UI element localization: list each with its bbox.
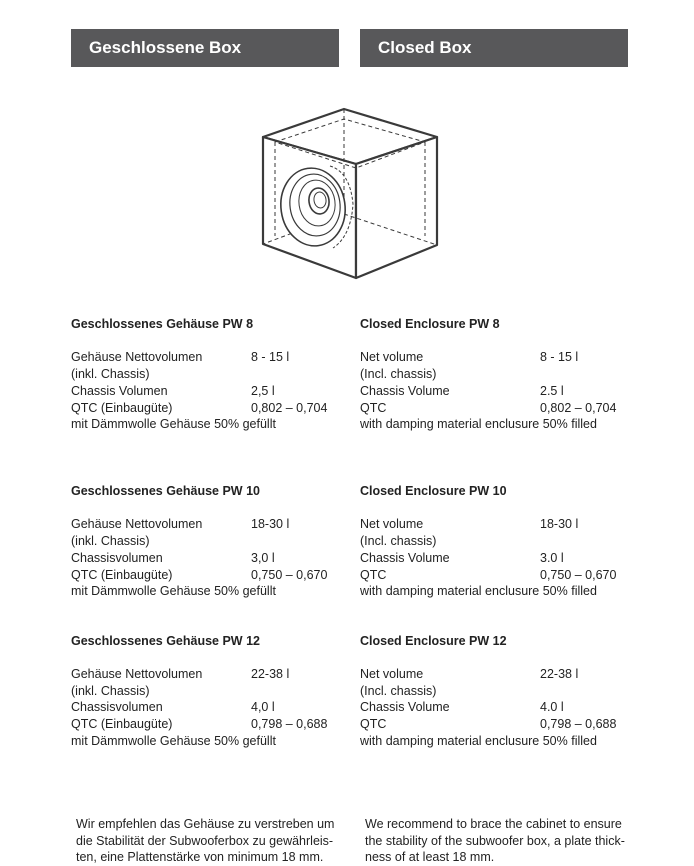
damping-note: with damping material enclusure 50% filled — [360, 734, 597, 748]
spec-value: 3,0 l — [251, 551, 275, 565]
section-title: Closed Enclosure PW 10 — [360, 484, 507, 498]
spec-label: (Incl. chassis) — [360, 367, 437, 381]
spec-label: (inkl. Chassis) — [71, 684, 150, 698]
footer-note-german — [76, 816, 351, 866]
spec-value: 0,798 – 0,688 — [540, 717, 617, 731]
spec-value: 18-30 l — [540, 517, 579, 531]
footer-line: ness of at least 18 mm. — [365, 850, 495, 864]
spec-value: 0,802 – 0,704 — [251, 401, 328, 415]
spec-label: QTC — [360, 401, 387, 415]
damping-note: mit Dämmwolle Gehäuse 50% gefüllt — [71, 734, 276, 748]
spec-value: 0,798 – 0,688 — [251, 717, 328, 731]
header-english: Closed Box — [360, 29, 628, 67]
spec-value: 2,5 l — [251, 384, 275, 398]
spec-value: 18-30 l — [251, 517, 290, 531]
spec-value: 0,750 – 0,670 — [251, 568, 328, 582]
damping-note: mit Dämmwolle Gehäuse 50% gefüllt — [71, 417, 276, 431]
spec-value: 22-38 l — [540, 667, 579, 681]
header-german: Geschlossene Box — [71, 29, 339, 67]
spec-value: 3.0 l — [540, 551, 564, 565]
spec-value: 0,802 – 0,704 — [540, 401, 617, 415]
spec-label: QTC — [360, 717, 387, 731]
section-title: Geschlossenes Gehäuse PW 12 — [71, 634, 260, 648]
section-title: Geschlossenes Gehäuse PW 10 — [71, 484, 260, 498]
spec-value: 2.5 l — [540, 384, 564, 398]
footer-note-english — [365, 816, 640, 866]
spec-label: (inkl. Chassis) — [71, 534, 150, 548]
spec-label: Gehäuse Nettovolumen — [71, 517, 203, 531]
closed-box-subwoofer-icon — [255, 104, 445, 286]
spec-label: Chassis Volume — [360, 700, 450, 714]
section-title: Closed Enclosure PW 12 — [360, 634, 507, 648]
footer-line: the stability of the subwoofer box, a plate thick- — [365, 833, 625, 848]
footer-line: die Stabilität der Subwooferbox zu gewährleis- — [76, 833, 334, 848]
section-title: Closed Enclosure PW 8 — [360, 317, 500, 331]
spec-label: (Incl. chassis) — [360, 684, 437, 698]
section-title: Geschlossenes Gehäuse PW 8 — [71, 317, 254, 331]
spec-label: QTC (Einbaugüte) — [71, 717, 173, 731]
spec-label: QTC (Einbaugüte) — [71, 568, 173, 582]
spec-value: 4,0 l — [251, 700, 275, 714]
spec-value: 8 - 15 l — [540, 350, 579, 364]
spec-label: Chassisvolumen — [71, 700, 163, 714]
damping-note: with damping material enclusure 50% filled — [360, 584, 597, 598]
damping-note: with damping material enclusure 50% filled — [360, 417, 597, 431]
spec-label: (Incl. chassis) — [360, 534, 437, 548]
spec-label: Chassisvolumen — [71, 551, 163, 565]
spec-label: Net volume — [360, 667, 424, 681]
damping-note: mit Dämmwolle Gehäuse 50% gefüllt — [71, 584, 276, 598]
spec-value: 0,750 – 0,670 — [540, 568, 617, 582]
footer-line: Wir empfehlen das Gehäuse zu verstreben um — [76, 817, 335, 831]
spec-label: Net volume — [360, 350, 424, 364]
footer-line: ten, eine Plattenstärke von minimum 18 mm. — [76, 850, 324, 864]
spec-label: QTC (Einbaugüte) — [71, 401, 173, 415]
footer-line: We recommend to brace the cabinet to ensure — [365, 817, 622, 831]
spec-value: 8 - 15 l — [251, 350, 290, 364]
spec-label: Gehäuse Nettovolumen — [71, 667, 203, 681]
spec-label: Chassis Volumen — [71, 384, 168, 398]
spec-label: Chassis Volume — [360, 384, 450, 398]
spec-value: 22-38 l — [251, 667, 290, 681]
spec-label: QTC — [360, 568, 387, 582]
spec-value: 4.0 l — [540, 700, 564, 714]
spec-label: (inkl. Chassis) — [71, 367, 150, 381]
spec-label: Net volume — [360, 517, 424, 531]
spec-label: Gehäuse Nettovolumen — [71, 350, 203, 364]
spec-label: Chassis Volume — [360, 551, 450, 565]
